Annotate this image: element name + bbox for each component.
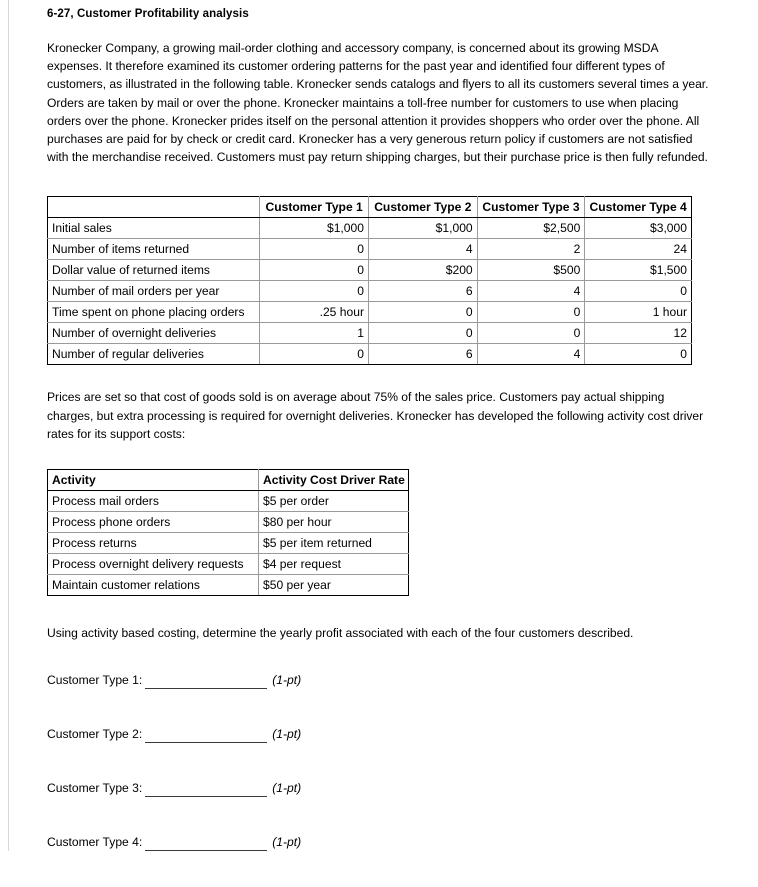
cell-value: 1 <box>260 323 369 344</box>
cell-value: 6 <box>368 344 477 365</box>
table-row <box>48 491 409 512</box>
answer-points: (1-pt) <box>272 673 302 688</box>
row-label: Time spent on phone placing orders <box>48 302 260 323</box>
cell-value: 4 <box>368 239 477 260</box>
cell-value: 4 <box>477 344 585 365</box>
cell-value: 2 <box>477 239 585 260</box>
activity-name: Process returns <box>48 533 259 554</box>
row-label: Number of regular deliveries <box>48 344 260 365</box>
table-row <box>48 533 409 554</box>
answer-label: Customer Type 1: <box>47 673 143 688</box>
cell-value: 0 <box>585 344 692 365</box>
table-header-row <box>48 470 409 491</box>
answer-row-customer-4 <box>47 833 711 887</box>
cell-value: $3,000 <box>585 218 692 239</box>
cell-value: .25 hour <box>260 302 369 323</box>
cell-value: $1,500 <box>585 260 692 281</box>
cell-value: 6 <box>368 281 477 302</box>
row-label: Number of mail orders per year <box>48 281 260 302</box>
activity-name: Maintain customer relations <box>48 575 259 596</box>
answer-row-customer-2 <box>47 725 711 779</box>
table-row <box>48 281 692 302</box>
page-left-border <box>8 0 9 851</box>
cell-value: 0 <box>260 344 369 365</box>
table-row <box>48 554 409 575</box>
customer-table-wrapper <box>47 166 711 365</box>
activity-name: Process overnight delivery requests <box>48 554 259 575</box>
column-header-type-3: Customer Type 3 <box>477 197 585 218</box>
cell-value: 0 <box>260 260 369 281</box>
cell-value: 0 <box>368 323 477 344</box>
answer-blank-input[interactable] <box>145 729 267 743</box>
cell-value: 1 hour <box>585 302 692 323</box>
row-label: Dollar value of returned items <box>48 260 260 281</box>
cell-value: $500 <box>477 260 585 281</box>
answer-points: (1-pt) <box>272 781 302 796</box>
instruction-paragraph: Using activity based costing, determine the yearly profit associated with each of the four customers described. <box>47 626 634 641</box>
activity-rate: $5 per order <box>259 491 409 512</box>
answer-blank-input[interactable] <box>145 783 267 797</box>
page-title: 6-27, Customer Profitability analysis <box>47 8 249 20</box>
column-header-rate: Activity Cost Driver Rate <box>259 470 409 491</box>
answer-label: Customer Type 2: <box>47 727 143 742</box>
activity-cost-driver-table <box>47 469 409 596</box>
answer-row-customer-3 <box>47 779 711 833</box>
row-label: Initial sales <box>48 218 260 239</box>
answer-row-customer-1 <box>47 671 711 725</box>
intro-paragraph: Kronecker Company, a growing mail-order clothing and accessory company, is concerned about its growing MSDA expenses. It therefore examined its customer ordering patterns for the past year and identified four different types of customers, as illustrated in the following table. Kronecker sends catalogs and flyers to all its customers several times a year. Orders are taken by mail or over the phone. Kronecker maintains a toll-free number for customers to use when placing orders over the phone. Kronecker prides itself on the personal attention it provides shoppers who order over the phone. All purchases are paid for by check or credit card. Kronecker has a very generous return policy if customers are not satisfied with the merchandise received. Customers must pay return shipping charges, but their purchase price is then fully refunded. <box>47 41 709 165</box>
answer-section <box>47 642 711 887</box>
cell-value: 0 <box>477 302 585 323</box>
answer-points: (1-pt) <box>272 727 302 742</box>
table-row <box>48 512 409 533</box>
table-row <box>48 575 409 596</box>
table-row <box>48 260 692 281</box>
cell-value: $1,000 <box>368 218 477 239</box>
cell-value: 0 <box>260 239 369 260</box>
cell-value: 4 <box>477 281 585 302</box>
activity-rate: $4 per request <box>259 554 409 575</box>
prices-paragraph: Prices are set so that cost of goods sold is on average about 75% of the sales price. Customers pay actual shipping charges, but extra processing is required for overnight deliveries. Kronecker has developed the following activity cost driver rates for its support costs: <box>47 390 704 441</box>
column-header-activity: Activity <box>48 470 259 491</box>
table-row <box>48 323 692 344</box>
column-header-type-1: Customer Type 1 <box>260 197 369 218</box>
cell-value: $200 <box>368 260 477 281</box>
activity-name: Process mail orders <box>48 491 259 512</box>
activity-rate: $80 per hour <box>259 512 409 533</box>
cell-value: 0 <box>260 281 369 302</box>
answer-points: (1-pt) <box>272 835 302 850</box>
cell-value: $2,500 <box>477 218 585 239</box>
table-row <box>48 302 692 323</box>
table-row <box>48 344 692 365</box>
answer-blank-input[interactable] <box>145 675 267 689</box>
table-header-row <box>48 197 692 218</box>
customer-profitability-table <box>47 196 692 365</box>
cell-value: 12 <box>585 323 692 344</box>
cell-value: 0 <box>585 281 692 302</box>
answer-blank-input[interactable] <box>145 837 267 851</box>
table-row <box>48 239 692 260</box>
row-label: Number of overnight deliveries <box>48 323 260 344</box>
cell-value: 24 <box>585 239 692 260</box>
activity-rate: $50 per year <box>259 575 409 596</box>
column-header-type-4: Customer Type 4 <box>585 197 692 218</box>
column-header-type-2: Customer Type 2 <box>368 197 477 218</box>
answer-label: Customer Type 3: <box>47 781 143 796</box>
activity-rate: $5 per item returned <box>259 533 409 554</box>
cell-value: $1,000 <box>260 218 369 239</box>
cell-value: 0 <box>368 302 477 323</box>
activity-name: Process phone orders <box>48 512 259 533</box>
document-body <box>47 0 711 887</box>
cell-value: 0 <box>477 323 585 344</box>
activity-table-wrapper <box>47 443 711 596</box>
table-row <box>48 218 692 239</box>
answer-label: Customer Type 4: <box>47 835 143 850</box>
row-label: Number of items returned <box>48 239 260 260</box>
column-header-blank <box>48 197 260 218</box>
